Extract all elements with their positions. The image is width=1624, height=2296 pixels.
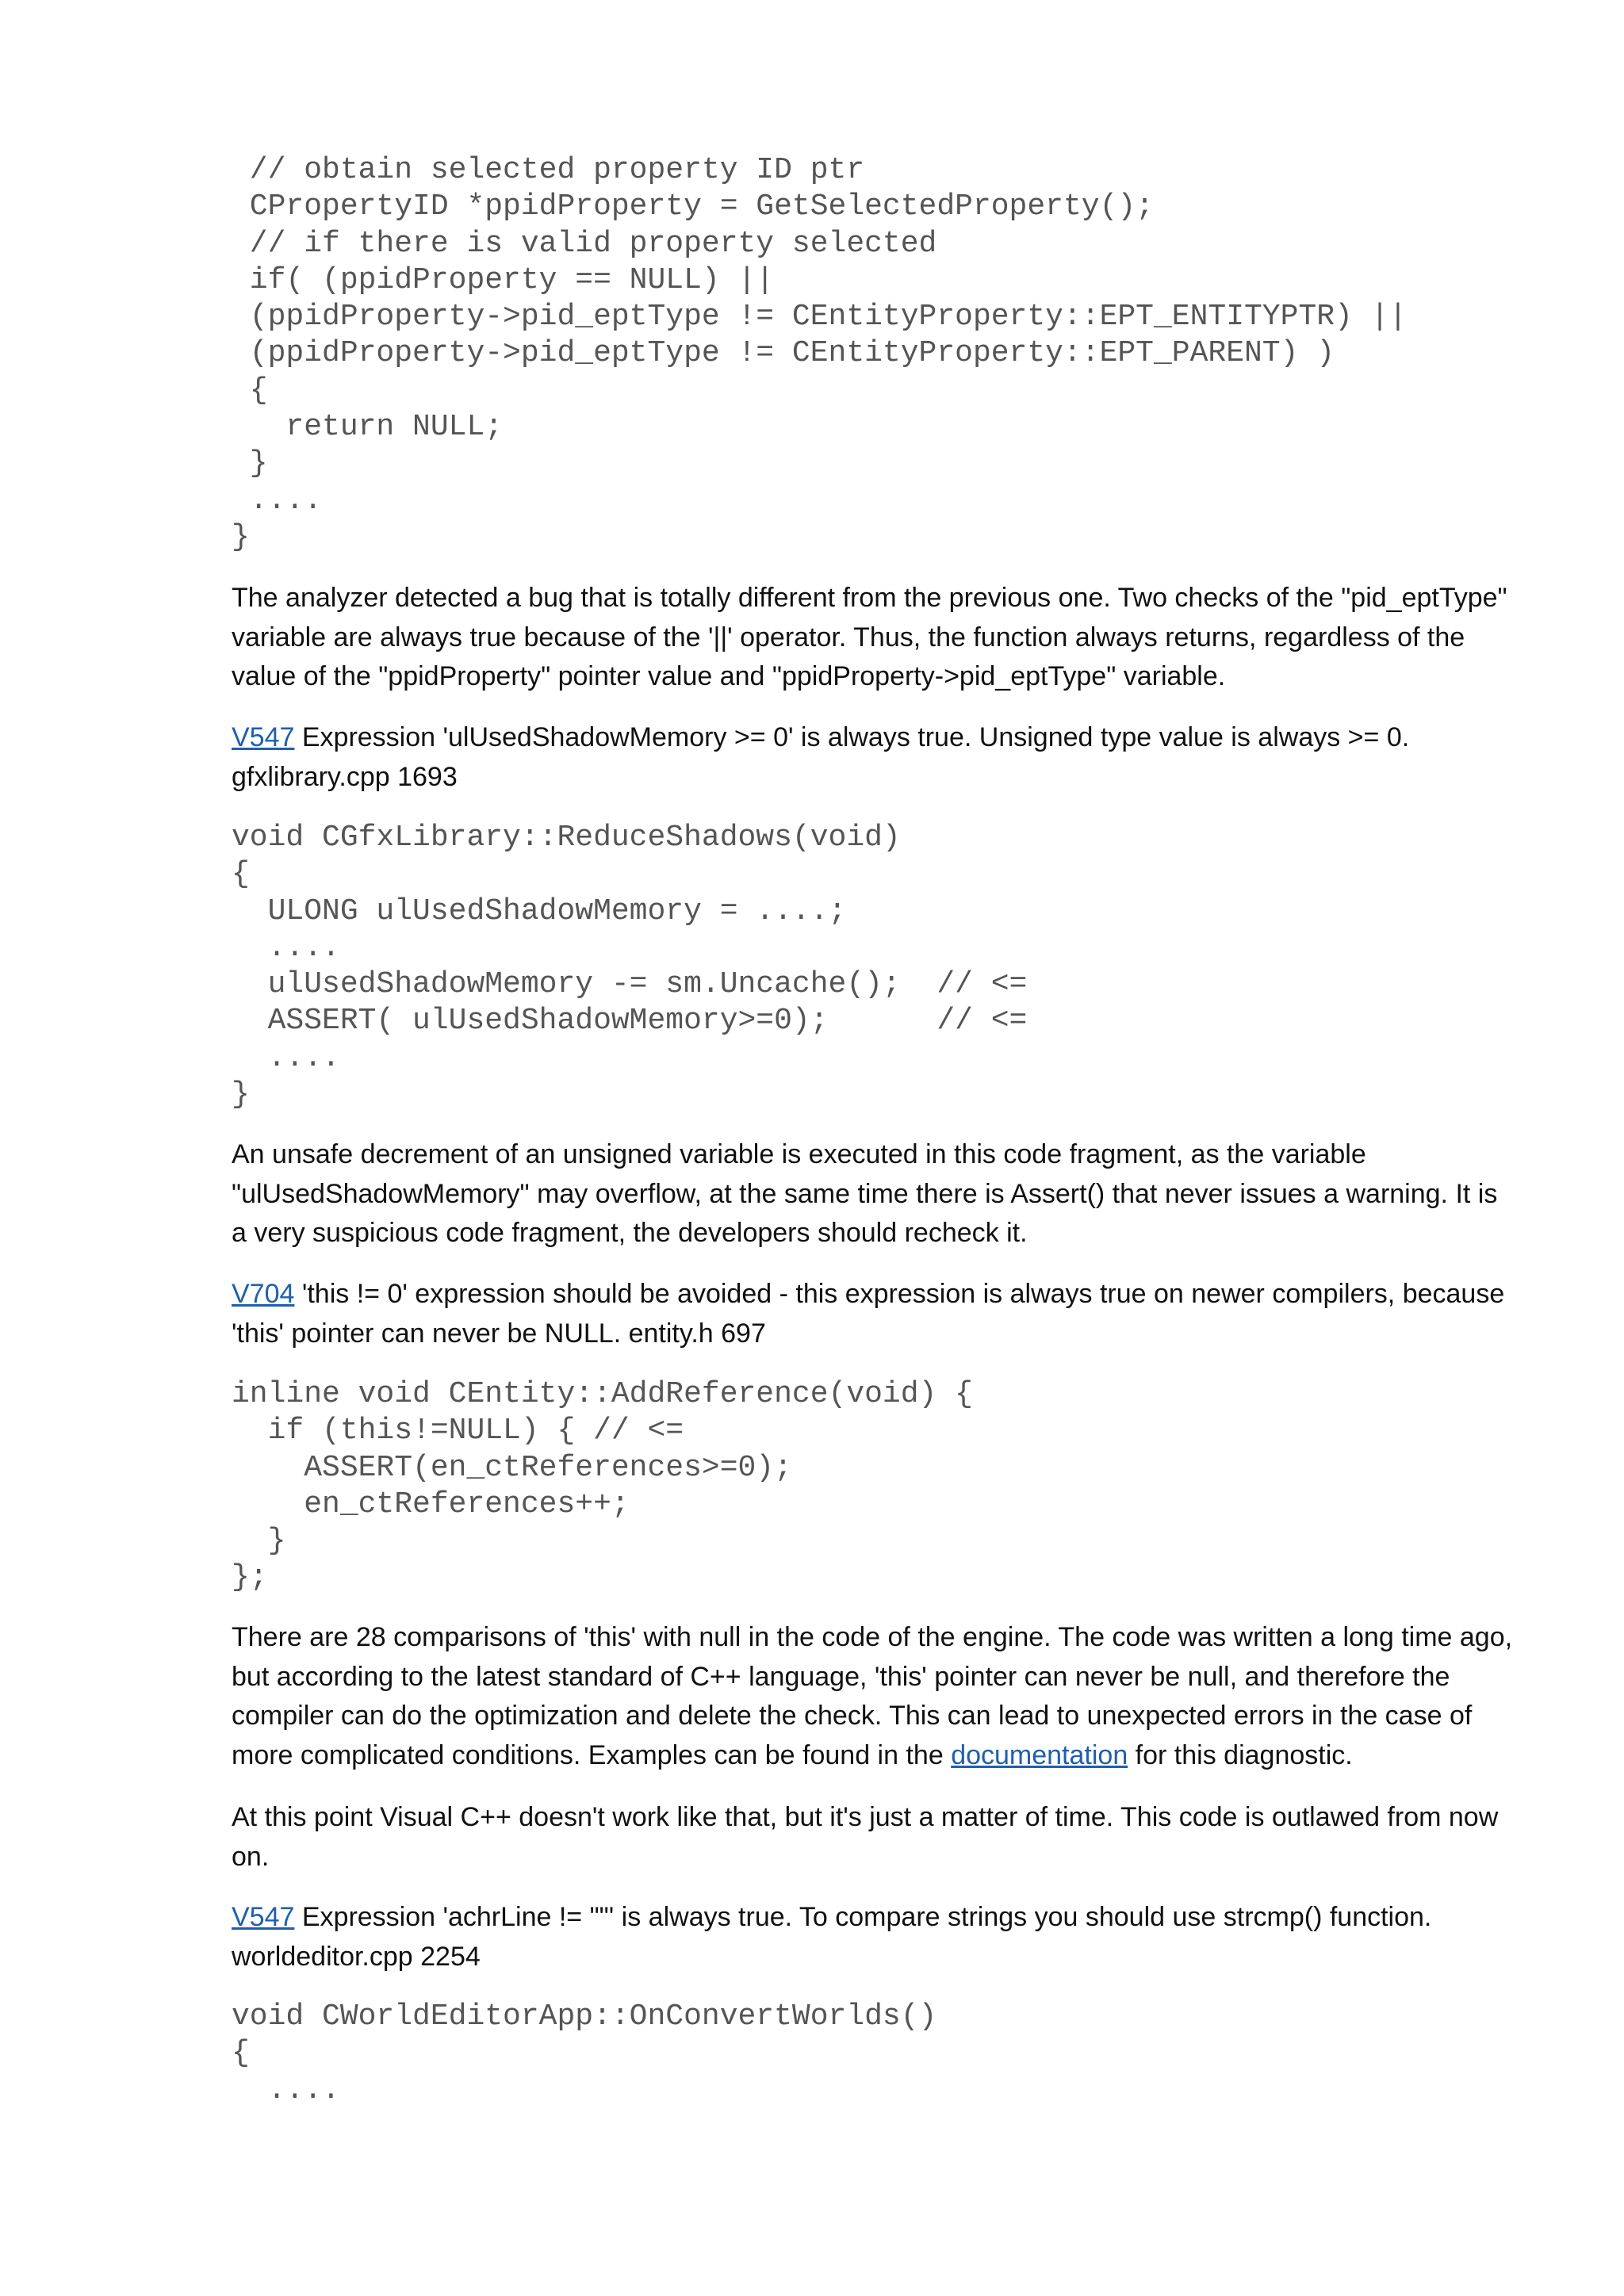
paragraph-visual-cpp: At this point Visual C++ doesn't work like that, but it's just a matter of time. This code is outlawed from now on. xyxy=(232,1802,1499,1872)
code-line: if (this!=NULL) { // <= xyxy=(232,1414,684,1448)
code-line: inline void CEntity::AddReference(void) { xyxy=(232,1377,973,1411)
diagnostic-text: Expression 'ulUsedShadowMemory >= 0' is always true. Unsigned type value is always >= 0. gfxlibrary.cpp 1693 xyxy=(232,722,1410,792)
diagnostic-v547-achrline xyxy=(232,1898,1516,1976)
code-line: .... xyxy=(232,930,340,965)
code-line: (ppidProperty->pid_eptType != CEntityProperty::EPT_PARENT) ) xyxy=(232,336,1335,371)
code-line: en_ctReferences++; xyxy=(232,1487,630,1521)
code-line: ulUsedShadowMemory -= sm.Uncache(); // <= xyxy=(232,967,1028,1002)
code-line: { xyxy=(232,2036,250,2071)
code-block-convert-worlds xyxy=(232,1999,1516,2109)
paragraph-unsafe-decrement: An unsafe decrement of an unsigned variable is executed in this code fragment, as the variable "ulUsedShadowMemory" may overflow, at the same time there is Assert() that never issues a warning. It is a very suspicious code fragment, the developers should recheck it. xyxy=(232,1139,1498,1248)
code-block-reduce-shadows xyxy=(232,820,1516,1113)
diagnostic-link-v547[interactable]: V547 xyxy=(232,1902,295,1932)
code-line: if( (ppidProperty == NULL) || xyxy=(232,262,775,297)
code-line: { xyxy=(232,373,268,408)
code-line: // obtain selected property ID ptr xyxy=(232,153,865,187)
paragraph-text: for this diagnostic. xyxy=(1128,1739,1353,1770)
code-line: { xyxy=(232,857,250,892)
code-block-property-check xyxy=(232,152,1516,556)
code-line: } xyxy=(232,446,268,481)
code-line: }; xyxy=(232,1560,268,1595)
code-line: return NULL; xyxy=(232,410,504,445)
code-line: ASSERT( ulUsedShadowMemory>=0); // <= xyxy=(232,1004,1028,1039)
code-line: ULONG ulUsedShadowMemory = ....; xyxy=(232,894,847,928)
paragraph-this-comparisons xyxy=(232,1618,1516,1775)
documentation-link[interactable]: documentation xyxy=(951,1739,1128,1770)
code-line: CPropertyID *ppidProperty = GetSelectedProperty(); xyxy=(232,189,1154,224)
code-line: ASSERT(en_ctReferences>=0); xyxy=(232,1450,792,1485)
code-block-add-reference xyxy=(232,1376,1516,1597)
code-line: } xyxy=(232,519,250,554)
diagnostic-link-v704[interactable]: V704 xyxy=(232,1279,295,1309)
paragraph-pid-epttype-bug: The analyzer detected a bug that is totally different from the previous one. Two checks of the "pid_eptType" variable are always true because of the '||' operator. Thus, the function always returns, regardless of the value of the "ppidProperty" pointer value and "ppidProperty->pid_eptType" variable. xyxy=(232,583,1507,691)
code-line: .... xyxy=(232,1040,340,1075)
code-line: // if there is valid property selected xyxy=(232,226,937,261)
diagnostic-v704-this-null xyxy=(232,1275,1516,1353)
diagnostic-text: 'this != 0' expression should be avoided - this expression is always true on newer compilers, because 'this' pointer can never be NULL. entity.h 697 xyxy=(232,1279,1505,1349)
code-line: } xyxy=(232,1077,250,1112)
code-line: void CGfxLibrary::ReduceShadows(void) xyxy=(232,821,901,855)
code-line: void CWorldEditorApp::OnConvertWorlds() xyxy=(232,1999,937,2034)
code-line: .... xyxy=(232,483,323,518)
diagnostic-link-v547[interactable]: V547 xyxy=(232,722,295,752)
code-line: .... xyxy=(232,2072,340,2107)
diagnostic-v547-shadow-memory xyxy=(232,718,1516,797)
code-line: (ppidProperty->pid_eptType != CEntityProperty::EPT_ENTITYPTR) || xyxy=(232,300,1408,335)
paragraph-text: There are 28 comparisons of 'this' with null in the code of the engine. The code was written a long time ago, but according to the latest standard of C++ language, 'this' pointer can never be null, and therefore the compiler can do the optimization and delete the check. This can lead to unexpected errors in the case of more complicated conditions. Examples can be found in the xyxy=(232,1622,1513,1770)
diagnostic-text: Expression 'achrLine != ""' is always true. To compare strings you should use strcmp() function. worldeditor.cpp 2254 xyxy=(232,1902,1432,1972)
code-line: } xyxy=(232,1524,286,1559)
